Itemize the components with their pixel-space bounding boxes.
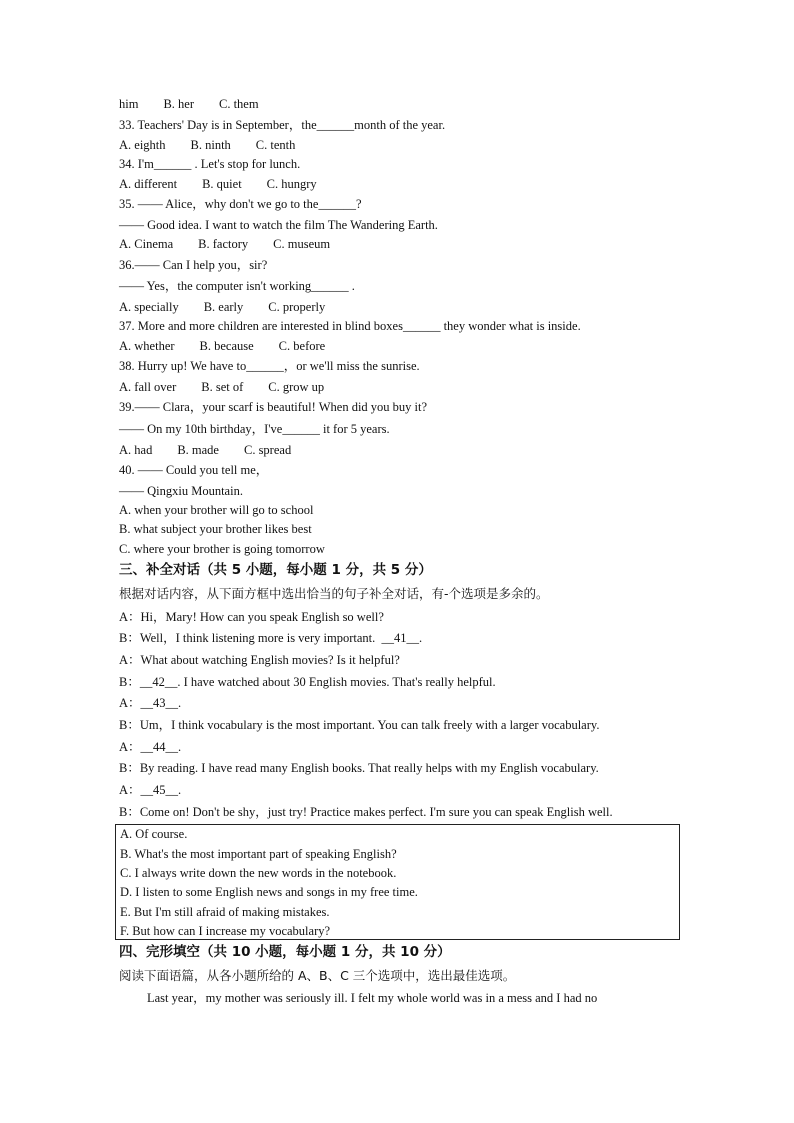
choice-line: A. when your brother will go to school bbox=[119, 503, 314, 517]
choice-line: A. specially B. early C. properly bbox=[119, 300, 326, 314]
section-3-instruction: 根据对话内容，从下面方框中选出恰当的句子补全对话，有-个选项是多余的。 bbox=[119, 586, 549, 601]
question-35-reply: —— Good idea. I want to watch the film The Wandering Earth. bbox=[119, 218, 438, 232]
question-35: 35. —— Alice，why don't we go to the______? bbox=[119, 197, 362, 211]
dialogue-line: A：__44__. bbox=[119, 740, 182, 754]
question-36-reply: —— Yes，the computer isn't working______ . bbox=[119, 279, 355, 293]
passage-first-line: Last year，my mother was seriously ill. I felt my whole world was in a mess and I had no bbox=[147, 991, 598, 1005]
choice-line: C. where your brother is going tomorrow bbox=[119, 542, 325, 556]
choice-line: A. Cinema B. factory C. museum bbox=[119, 237, 331, 251]
question-37: 37. More and more children are interested in blind boxes______ they wonder what is inside. bbox=[119, 319, 581, 333]
option-b: B. What's the most important part of speaking English? bbox=[120, 847, 397, 861]
question-38: 38. Hurry up! We have to______，or we'll miss the sunrise. bbox=[119, 359, 420, 373]
question-33: 33. Teachers' Day is in September，the______month of the year. bbox=[119, 118, 446, 132]
choice-line: A. whether B. because C. before bbox=[119, 339, 326, 353]
choice-line: A. had B. made C. spread bbox=[119, 443, 292, 457]
option-d: D. I listen to some English news and songs in my free time. bbox=[120, 885, 418, 899]
option-c: C. I always write down the new words in the notebook. bbox=[120, 866, 397, 880]
choice-line: him B. her C. them bbox=[119, 97, 259, 111]
section-4-heading: 四、完形填空（共 10 小题，每小题 1 分，共 10 分） bbox=[119, 944, 451, 960]
question-39: 39.—— Clara，your scarf is beautiful! When did you buy it? bbox=[119, 400, 428, 414]
option-a: A. Of course. bbox=[120, 827, 188, 841]
dialogue-line: A：__43__. bbox=[119, 696, 182, 710]
choice-line: A. different B. quiet C. hungry bbox=[119, 177, 317, 191]
question-39-reply: —— On my 10th birthday，I've______ it for 5 years. bbox=[119, 422, 390, 436]
dialogue-line: B：By reading. I have read many English books. That really helps with my English vocabulary. bbox=[119, 761, 599, 775]
question-36: 36.—— Can I help you，sir? bbox=[119, 258, 268, 272]
choice-line: A. eighth B. ninth C. tenth bbox=[119, 138, 296, 152]
choice-line: B. what subject your brother likes best bbox=[119, 522, 312, 536]
dialogue-line: B：Um，I think vocabulary is the most important. You can talk freely with a larger vocabulary. bbox=[119, 718, 600, 732]
choice-line: A. fall over B. set of C. grow up bbox=[119, 380, 325, 394]
dialogue-line: B：__42__. I have watched about 30 English movies. That's really helpful. bbox=[119, 675, 496, 689]
option-e: E. But I'm still afraid of making mistakes. bbox=[120, 905, 330, 919]
dialogue-line: B：Well，I think listening more is very important. __41__. bbox=[119, 631, 423, 645]
question-40: 40. —— Could you tell me， bbox=[119, 463, 269, 477]
dialogue-line: B：Come on! Don't be shy，just try! Practice makes perfect. I'm sure you can speak English well. bbox=[119, 805, 613, 819]
section-4-instruction: 阅读下面语篇，从各小题所给的 A、B、C 三个选项中，选出最佳选项。 bbox=[119, 968, 516, 983]
dialogue-line: A：__45__. bbox=[119, 783, 182, 797]
question-34: 34. I'm______ . Let's stop for lunch. bbox=[119, 157, 301, 171]
options-box bbox=[115, 824, 680, 940]
section-3-heading: 三、补全对话（共 5 小题，每小题 1 分，共 5 分） bbox=[119, 562, 432, 578]
dialogue-line: A：What about watching English movies? Is it helpful? bbox=[119, 653, 400, 667]
dialogue-line: A：Hi，Mary! How can you speak English so well? bbox=[119, 610, 384, 624]
question-40-reply: —— Qingxiu Mountain. bbox=[119, 484, 243, 498]
option-f: F. But how can I increase my vocabulary? bbox=[120, 924, 331, 938]
